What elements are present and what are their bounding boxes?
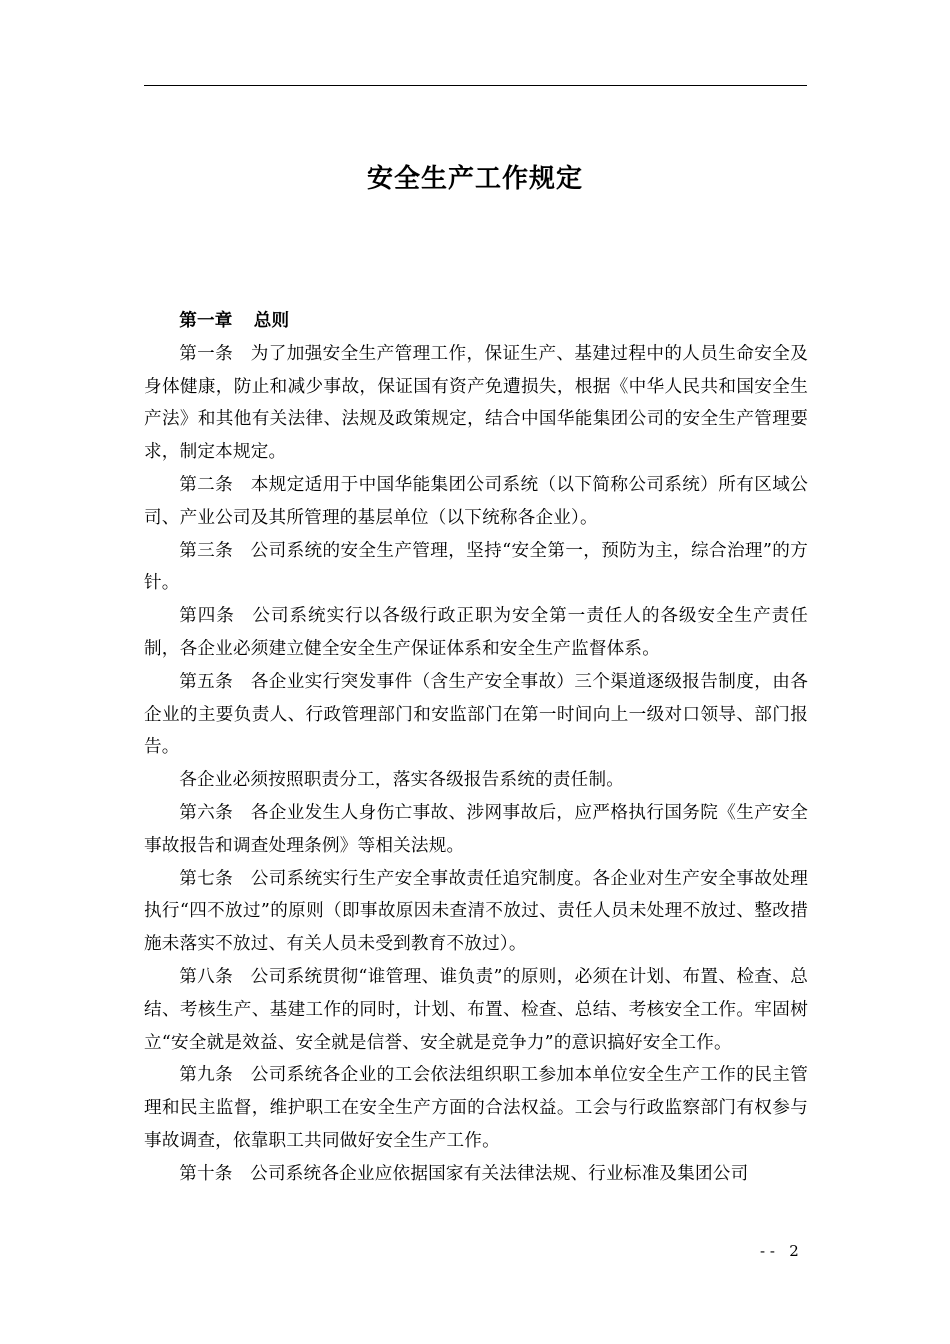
article-text: 公司系统实行生产安全事故责任追究制度。各企业对生产安全事故处理执行“四不放过”的原则（即事故原因未查清不放过、责任人员未处理不放过、整改措施未落实不放过、有关人员未受到教育不放过）。: [144, 868, 808, 955]
article-text: 本规定适用于中国华能集团公司系统（以下简称公司系统）所有区域公司、产业公司及其所管理的基层单位（以下统称各企业）。: [144, 474, 808, 528]
article-text: 公司系统的安全生产管理，坚持“安全第一，预防为主，综合治理”的方针。: [144, 540, 808, 594]
article-text: 各企业发生人身伤亡事故、涉网事故后，应严格执行国务院《生产安全事故报告和调查处理条例》等相关法规。: [144, 802, 808, 856]
chapter-name: 总则: [253, 310, 290, 331]
article-paragraph: [144, 600, 808, 666]
article-number: 第二条: [179, 474, 234, 495]
document-body: [144, 305, 808, 1191]
article-number: 第八条: [179, 966, 234, 987]
article-number: 第十条: [179, 1163, 233, 1184]
article-text: 公司系统各企业的工会依法组织职工参加本单位安全生产工作的民主管理和民主监督，维护职工在安全生产方面的合法权益。工会与行政监察部门有权参与事故调查，依靠职工共同做好安全生产工作。: [144, 1065, 808, 1151]
article-paragraph: [144, 1158, 808, 1191]
article-paragraph: [144, 338, 808, 469]
article-number: 第七条: [179, 868, 234, 889]
article-text: 各企业实行突发事件（含生产安全事故）三个渠道逐级报告制度，由各企业的主要负责人、行政管理部门和安监部门在第一时间向上一级对口领导、部门报告。: [144, 671, 808, 758]
article-paragraph: [144, 535, 808, 601]
article-number: 第五条: [179, 671, 234, 692]
article-text: 公司系统实行以各级行政正职为安全第一责任人的各级安全生产责任制，各企业必须建立健全安全生产保证体系和安全生产监督体系。: [144, 606, 808, 659]
chapter-heading: [144, 305, 808, 338]
article-number: 第六条: [179, 802, 234, 823]
article-paragraph: [144, 469, 808, 535]
article-number: 第九条: [179, 1065, 234, 1086]
header-rule: [144, 85, 807, 86]
article-text: 公司系统贯彻“谁管理、谁负责”的原则，必须在计划、布置、检查、总结、考核生产、基建工作的同时，计划、布置、检查、总结、考核安全工作。牢固树立“安全就是效益、安全就是信誉、安全就是竞争力”的意识搞好安全工作。: [144, 966, 808, 1053]
article-text: 各企业必须按照职责分工，落实各级报告系统的责任制。: [179, 770, 625, 791]
article-paragraph: [144, 1059, 808, 1157]
article-paragraph: [144, 961, 808, 1059]
article-text: 公司系统各企业应依据国家有关法律法规、行业标准及集团公司: [250, 1163, 749, 1184]
article-number: 第四条: [179, 606, 235, 627]
document-title: 安全生产工作规定: [366, 164, 583, 194]
article-text: 为了加强安全生产管理工作，保证生产、基建过程中的人员生命安全及身体健康，防止和减少事故，保证国有资产免遭损失，根据《中华人民共和国安全生产法》和其他有关法律、法规及政策规定，结合中国华能集团公司的安全生产管理要求，制定本规定。: [144, 343, 808, 463]
article-number: 第一条: [179, 343, 234, 364]
chapter-number: 第一章: [179, 310, 233, 331]
article-paragraph: [144, 666, 808, 764]
continuation-paragraph: [144, 764, 808, 797]
page-number: - - 2: [760, 1242, 799, 1260]
article-paragraph: [144, 797, 808, 863]
article-paragraph: [144, 863, 808, 961]
article-number: 第三条: [179, 540, 234, 561]
